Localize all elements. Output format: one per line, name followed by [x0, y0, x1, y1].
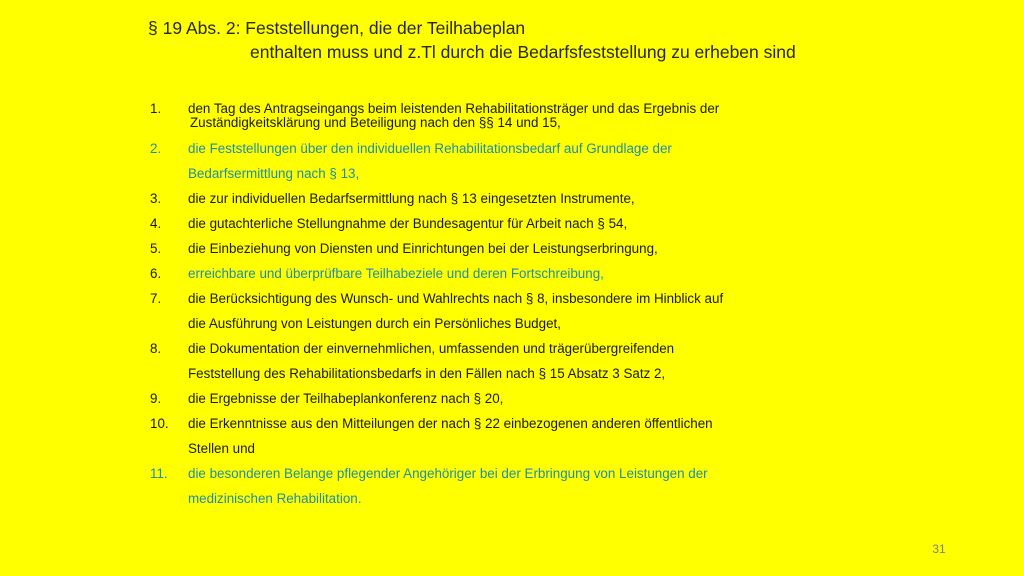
list-item	[150, 136, 850, 186]
slide-title	[148, 16, 1008, 64]
title-line-1: § 19 Abs. 2: Feststellungen, die der Teilhabeplan	[148, 18, 526, 38]
page-number: 31	[932, 542, 946, 556]
list-item	[150, 461, 850, 511]
item-text-cont: Bedarfsermittlung nach § 13,	[188, 166, 360, 181]
list-item	[150, 100, 850, 136]
item-number: 8.	[150, 341, 162, 356]
item-text: erreichbare und überprüfbare Teilhabeziele und deren Fortschreibung,	[188, 266, 604, 281]
list-item	[150, 386, 850, 411]
item-text: den Tag des Antragseingangs beim leistenden Rehabilitationsträger und das Ergebnis der	[188, 101, 720, 116]
item-text-cont: Zuständigkeitsklärung und Beteiligung nach den §§ 14 und 15,	[190, 115, 561, 130]
findings-list	[150, 100, 850, 511]
item-text: die Erkenntnisse aus den Mitteilungen der nach § 22 einbezogenen anderen öffentlichen	[188, 416, 713, 431]
item-text-cont: die Ausführung von Leistungen durch ein Persönliches Budget,	[188, 316, 561, 331]
list-item	[150, 286, 850, 336]
item-number: 2.	[150, 141, 162, 156]
item-number: 7.	[150, 291, 162, 306]
item-text: die gutachterliche Stellungnahme der Bundesagentur für Arbeit nach § 54,	[188, 216, 628, 231]
item-text-cont: Stellen und	[188, 441, 256, 456]
item-number: 10.	[150, 416, 169, 431]
item-text: die Ergebnisse der Teilhabeplankonferenz nach § 20,	[188, 391, 504, 406]
item-text: die besonderen Belange pflegender Angehöriger bei der Erbringung von Leistungen der	[188, 466, 708, 481]
list-item	[150, 411, 850, 461]
item-number: 1.	[150, 101, 162, 116]
item-text: die Dokumentation der einvernehmlichen, umfassenden und trägerübergreifenden	[188, 341, 675, 356]
list-item	[150, 336, 850, 386]
item-text: die Feststellungen über den individuellen Rehabilitationsbedarf auf Grundlage der	[188, 141, 672, 156]
list-item	[150, 211, 850, 236]
item-number: 3.	[150, 191, 162, 206]
item-text: die zur individuellen Bedarfsermittlung nach § 13 eingesetzten Instrumente,	[188, 191, 635, 206]
item-text-cont: medizinischen Rehabilitation.	[188, 491, 362, 506]
item-number: 11.	[150, 466, 168, 481]
list-item	[150, 261, 850, 286]
item-number: 6.	[150, 266, 162, 281]
item-number: 5.	[150, 241, 162, 256]
item-number: 9.	[150, 391, 162, 406]
item-number: 4.	[150, 216, 162, 231]
list-item	[150, 186, 850, 211]
item-text: die Einbeziehung von Diensten und Einrichtungen bei der Leistungserbringung,	[188, 241, 658, 256]
list-item	[150, 236, 850, 261]
item-text-cont: Feststellung des Rehabilitationsbedarfs in den Fällen nach § 15 Absatz 3 Satz 2,	[188, 366, 666, 381]
item-text: die Berücksichtigung des Wunsch- und Wahlrechts nach § 8, insbesondere im Hinblick auf	[188, 291, 724, 306]
title-line-2: enthalten muss und z.Tl durch die Bedarfsfeststellung zu erheben sind	[250, 42, 796, 62]
